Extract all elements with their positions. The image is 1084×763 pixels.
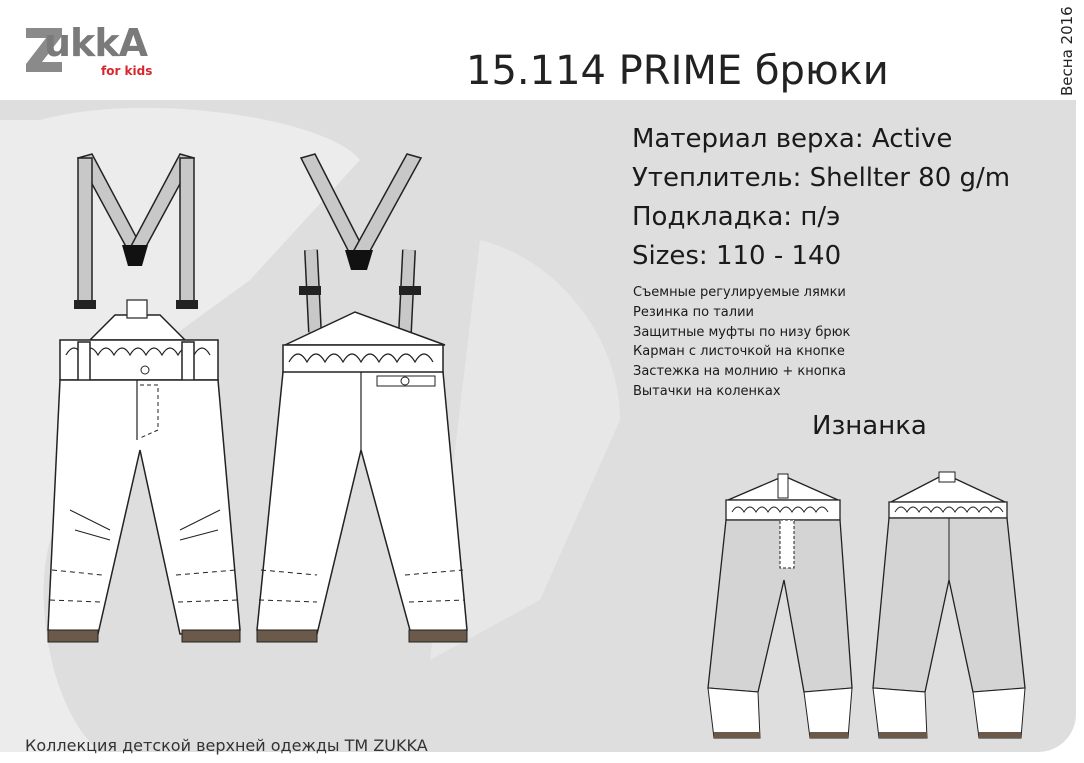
logo-wordmark: ukkA — [44, 21, 148, 65]
feature-item: Защитные муфты по низу брюк — [633, 324, 851, 340]
inside-view-title: Изнанка — [812, 411, 927, 441]
season-label: Весна 2016 — [1058, 6, 1076, 96]
feature-item: Вытачки на коленках — [633, 383, 781, 399]
feature-item: Карман с листочкой на кнопке — [633, 344, 845, 360]
spec-material: Материал верха: Active — [632, 124, 953, 154]
inside-front-drawing — [700, 470, 860, 745]
spec-lining: Подкладка: п/э — [632, 202, 841, 232]
logo-subtitle: for kids — [101, 64, 153, 78]
front-view-drawing — [30, 150, 250, 670]
feature-item: Застежка на молнию + кнопка — [633, 364, 847, 380]
spec-sizes: Sizes: 110 - 140 — [632, 241, 842, 271]
inside-back-drawing — [865, 470, 1035, 745]
feature-item: Резинка по талии — [633, 304, 754, 320]
footer-caption: Коллекция детской верхней одежды ТМ ZUKKA — [25, 736, 428, 755]
spec-list — [632, 120, 1010, 276]
spec-insulation: Утеплитель: Shellter 80 g/m — [632, 163, 1011, 193]
back-view-drawing — [245, 150, 475, 670]
page-title: 15.114 PRIME брюки — [466, 48, 889, 94]
feature-list — [633, 283, 850, 402]
feature-item: Съемные регулируемые лямки — [633, 285, 846, 300]
